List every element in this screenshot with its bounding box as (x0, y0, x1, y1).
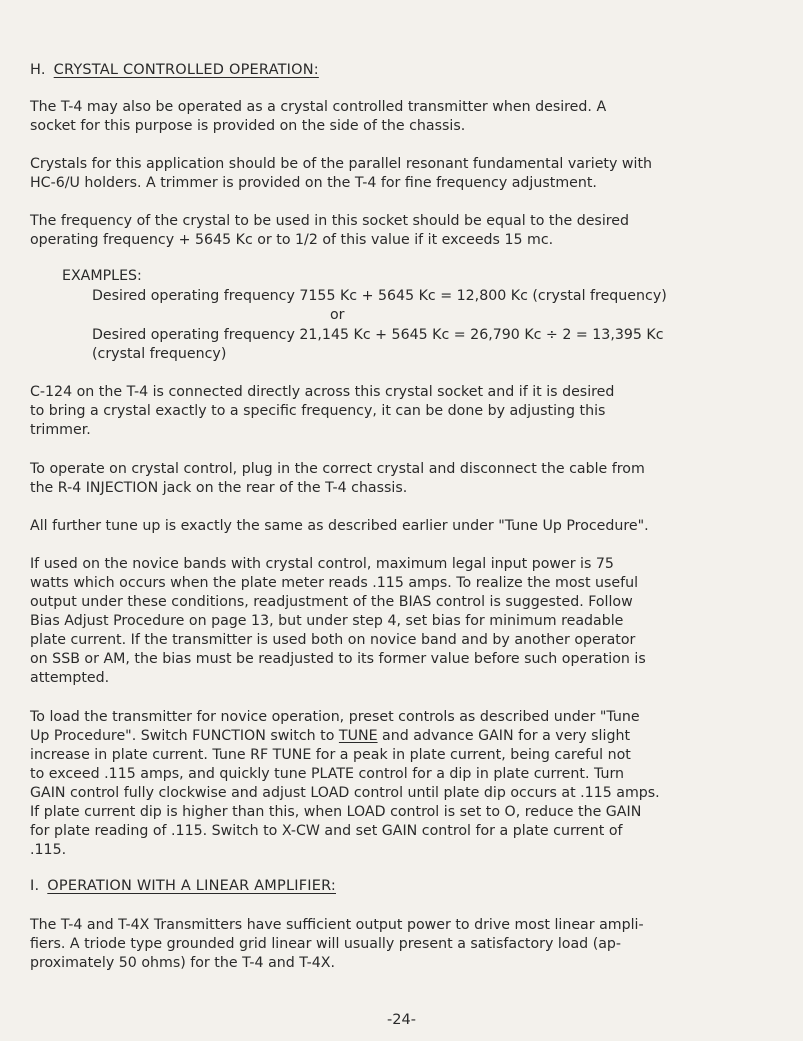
paragraph-7 (30, 555, 790, 688)
section-i-letter: I. (30, 878, 40, 894)
text-line: the R-4 INJECTION jack on the rear of the T-4 chassis. (30, 480, 408, 496)
text-line: proximately 50 ohms) for the T-4 and T-4X. (30, 955, 336, 971)
examples-label: EXAMPLES: (62, 268, 142, 284)
example-or: or (330, 307, 345, 323)
paragraph-6 (30, 517, 790, 536)
text-line: to exceed .115 amps, and quickly tune PLATE control for a dip in plate current. Turn (30, 766, 625, 782)
text-line: on SSB or AM, the bias must be readjusted to its former value before such operation is (30, 651, 646, 667)
page-number: -24- (387, 1012, 416, 1028)
text-line: .115. (30, 842, 67, 858)
text-line: watts which occurs when the plate meter reads .115 amps. To realize the most useful (30, 575, 639, 591)
example-line-2: Desired operating frequency 21,145 Kc + 5645 Kc = 26,790 Kc ÷ 2 = 13,395 Kc (92, 327, 664, 343)
section-h-heading (30, 62, 319, 78)
text-line: C-124 on the T-4 is connected directly across this crystal socket and if it is desired (30, 384, 615, 400)
example-line-1: Desired operating frequency 7155 Kc + 5645 Kc = 12,800 Kc (crystal frequency) (92, 288, 667, 304)
paragraph-8 (30, 708, 790, 860)
text-line: All further tune up is exactly the same as described earlier under "Tune Up Procedure". (30, 518, 649, 534)
section-h-title: CRYSTAL CONTROLLED OPERATION: (53, 62, 319, 78)
text-line: output under these conditions, readjustment of the BIAS control is suggested. Follow (30, 594, 633, 610)
text-line: If plate current dip is higher than this, when LOAD control is set to O, reduce the GAIN (30, 804, 642, 820)
text-line: GAIN control fully clockwise and adjust LOAD control until plate dip occurs at .115 amps. (30, 785, 660, 801)
text-line: plate current. If the transmitter is used both on novice band and by another operator (30, 632, 636, 648)
text-line: HC-6/U holders. A trimmer is provided on the T-4 for fine frequency adjustment. (30, 175, 597, 191)
tune-underlined: TUNE (338, 728, 378, 744)
text-line: To load the transmitter for novice operation, preset controls as described under "Tune (30, 709, 640, 725)
paragraph-1 (30, 98, 790, 136)
paragraph-3 (30, 212, 790, 250)
text-line: Bias Adjust Procedure on page 13, but under step 4, set bias for minimum readable (30, 613, 624, 629)
text-line: for plate reading of .115. Switch to X-CW and set GAIN control for a plate current of (30, 823, 623, 839)
section-i-title: OPERATION WITH A LINEAR AMPLIFIER: (47, 878, 336, 894)
text-line: attempted. (30, 670, 110, 686)
example-line-3: (crystal frequency) (92, 346, 227, 362)
text-line: The T-4 may also be operated as a crystal controlled transmitter when desired. A (30, 99, 607, 115)
text-line: The T-4 and T-4X Transmitters have sufficient output power to drive most linear ampli- (30, 917, 644, 933)
text-run: and advance GAIN for a very slight (377, 728, 631, 744)
text-line: operating frequency + 5645 Kc or to 1/2 of this value if it exceeds 15 mc. (30, 232, 554, 248)
paragraph-4 (30, 383, 790, 440)
text-run: Up Procedure". Switch FUNCTION switch to (30, 728, 339, 744)
section-h-letter: H. (30, 62, 46, 78)
section-i-heading (30, 878, 336, 894)
paragraph-5 (30, 460, 790, 498)
text-line: If used on the novice bands with crystal control, maximum legal input power is 75 (30, 556, 614, 572)
text-line: The frequency of the crystal to be used in this socket should be equal to the desired (30, 213, 630, 229)
text-line: Crystals for this application should be of the parallel resonant fundamental variety with (30, 156, 652, 172)
text-line: socket for this purpose is provided on the side of the chassis. (30, 118, 466, 134)
text-line: To operate on crystal control, plug in the correct crystal and disconnect the cable from (30, 461, 645, 477)
text-line: increase in plate current. Tune RF TUNE for a peak in plate current, being careful not (30, 747, 631, 763)
paragraph-2 (30, 155, 790, 193)
text-line: fiers. A triode type grounded grid linear will usually present a satisfactory load (ap- (30, 936, 622, 952)
text-line: trimmer. (30, 422, 91, 438)
text-line: to bring a crystal exactly to a specific frequency, it can be done by adjusting this (30, 403, 606, 419)
paragraph-9 (30, 916, 790, 973)
text-line (30, 727, 790, 746)
